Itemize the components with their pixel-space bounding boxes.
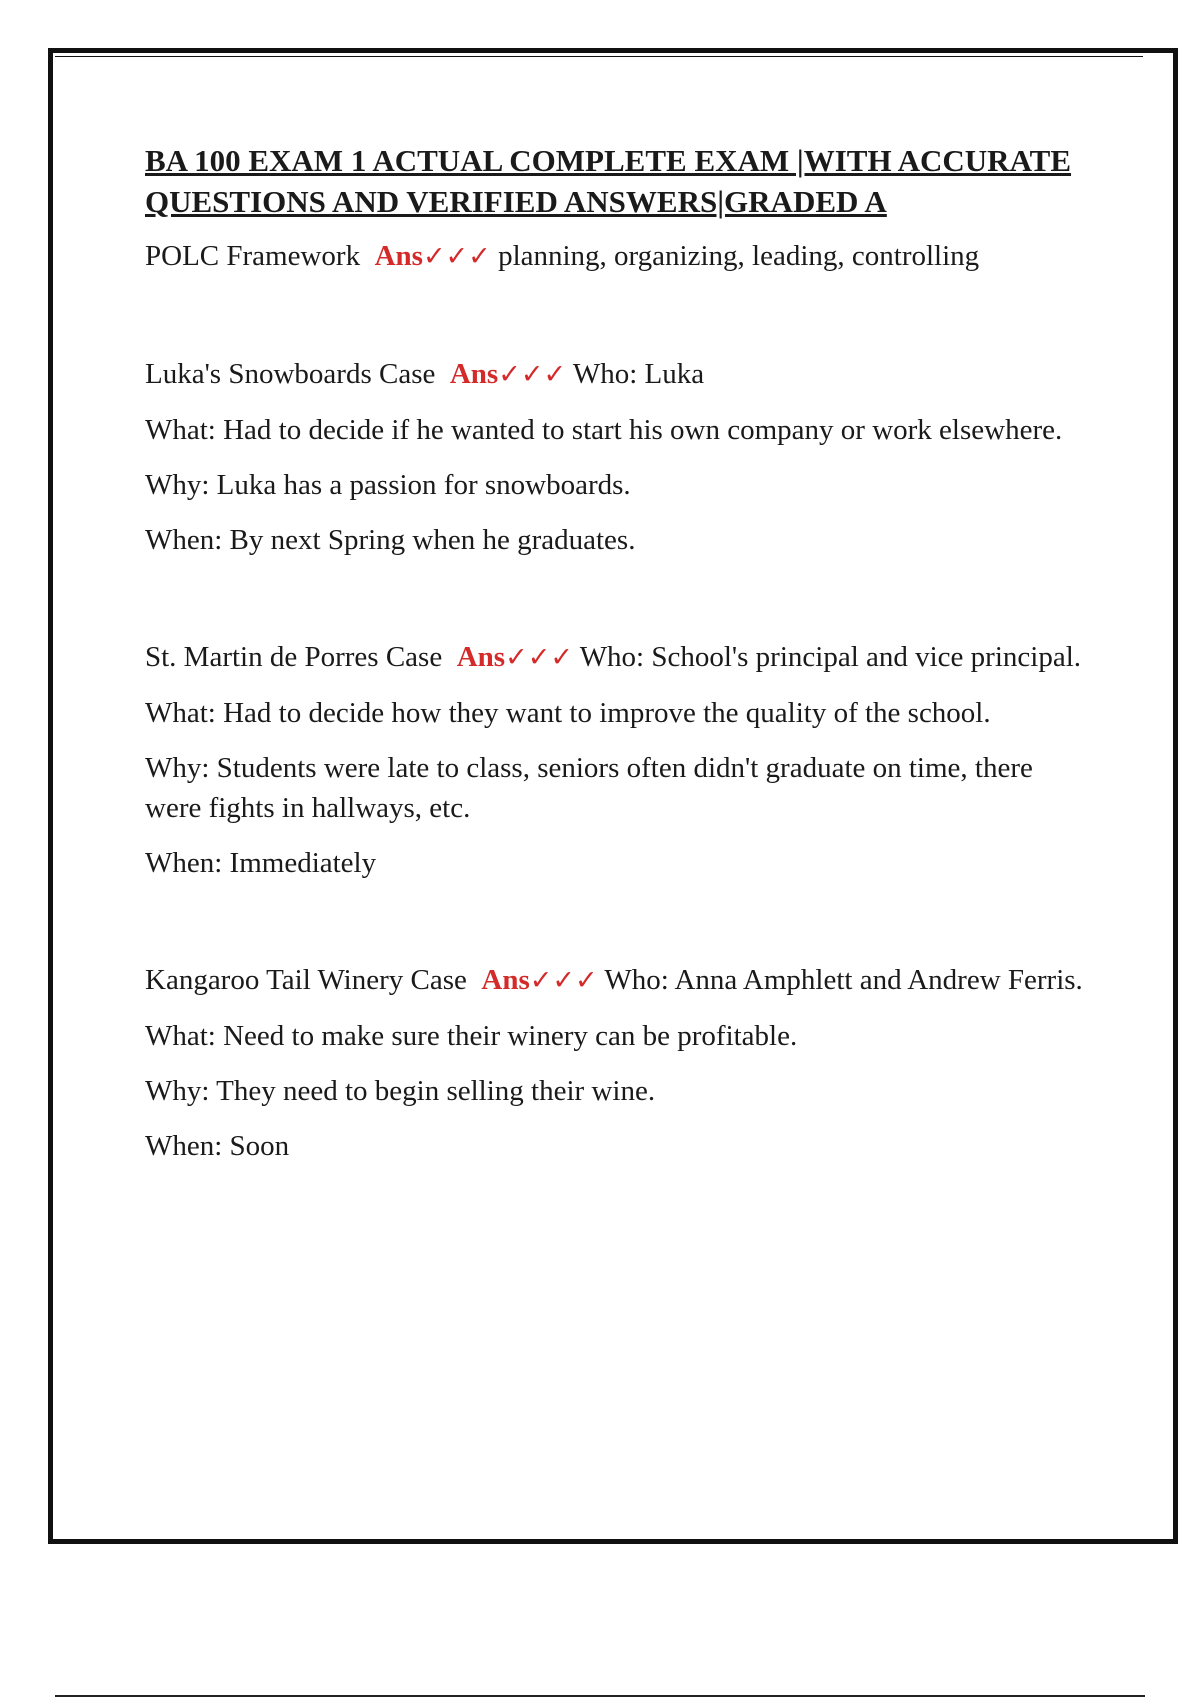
page-border-top-line: [55, 56, 1143, 57]
ans-label: Ans: [374, 240, 423, 272]
checkmark-icon: ✓✓✓: [498, 359, 567, 390]
entry-detail-when: When: Immediately: [145, 847, 377, 879]
entry-detail-why: Why: They need to begin selling their wine.: [145, 1075, 656, 1107]
entry-term: Kangaroo Tail Winery Case: [145, 964, 467, 996]
entry-detail-why: Why: Luka has a passion for snowboards.: [145, 469, 631, 501]
entry-detail-when: When: Soon: [145, 1130, 290, 1162]
entry-kangaroo: [145, 960, 1095, 1001]
entry-answer: Who: School's principal and vice principal.: [579, 641, 1081, 673]
ans-label: Ans: [449, 358, 499, 390]
checkmark-icon: ✓✓✓: [529, 965, 598, 996]
entry-detail-when: When: By next Spring when he graduates.: [145, 524, 636, 556]
entry-detail-what: What: Had to decide how they want to improve the quality of the school.: [145, 697, 991, 729]
footer-rule: [55, 1695, 1145, 1697]
ans-label: Ans: [456, 641, 506, 673]
ans-label: Ans: [481, 964, 530, 996]
entry-term: Luka's Snowboards Case: [145, 358, 436, 390]
entry-polc: [145, 236, 1095, 277]
checkmark-icon: ✓✓✓: [505, 642, 573, 673]
entry-luka: [145, 354, 1095, 395]
entry-answer: Who: Anna Amphlett and Andrew Ferris.: [604, 964, 1083, 996]
entry-detail-what: What: Had to decide if he wanted to start his own company or work elsewhere.: [145, 414, 1063, 446]
checkmark-icon: ✓✓✓: [422, 241, 491, 272]
entry-detail-why: Why: Students were late to class, seniors often didn't graduate on time, there were fights in hallways, etc.: [145, 752, 1033, 824]
entry-st-martin: [145, 637, 1095, 678]
entry-term: St. Martin de Porres Case: [145, 641, 443, 673]
entry-answer: planning, organizing, leading, controlling: [498, 240, 980, 272]
entry-answer: Who: Luka: [572, 358, 705, 390]
document-body: [145, 140, 1095, 1181]
document-title: BA 100 EXAM 1 ACTUAL COMPLETE EXAM |WITH ACCURATE QUESTIONS AND VERIFIED ANSWERS|GRADED A: [145, 143, 1072, 219]
entry-term: POLC Framework: [145, 240, 361, 272]
entry-detail-what: What: Need to make sure their winery can be profitable.: [145, 1020, 798, 1052]
